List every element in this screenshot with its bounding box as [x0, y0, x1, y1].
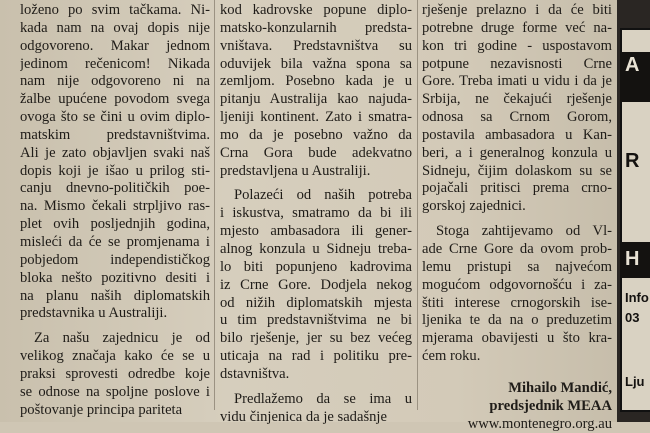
text-line: lo biti popunjeno kadrovima: [220, 258, 412, 275]
ad-fragment: Info: [625, 290, 649, 305]
paragraph: [20, 330, 210, 419]
text-line: pobjedom independističkog: [20, 251, 210, 268]
text-line: oduvijek bila važna spona sa: [220, 55, 412, 72]
paragraph: [220, 187, 412, 383]
text-line: ljeniji kontinent. Zato i smatra-: [220, 109, 412, 126]
text-line: Predlažemo da se ima u: [234, 390, 412, 407]
text-line: pojačali pritisci prema crno-: [422, 180, 612, 197]
article-column-2: [220, 2, 412, 426]
text-line: bilo rješenje, jer su bez većeg: [220, 330, 412, 347]
text-line: gorskoj zajednici.: [422, 198, 526, 215]
text-line: kon tri godine - uspostavom: [422, 37, 612, 54]
text-line: plet ovih posljednjih godina,: [20, 216, 210, 233]
paragraph: [422, 223, 612, 366]
text-line: ljenika te da na o preduzetim: [422, 312, 612, 329]
text-line: Sidneju, čijim dolaskom su se: [422, 162, 612, 179]
text-line: predstavnika u Australiji.: [20, 305, 168, 322]
text-line: Za našu zajednicu je od: [34, 330, 210, 347]
text-line: matsko-konzularnih predsta-: [220, 19, 412, 36]
article-column-3: [422, 2, 612, 433]
text-line: na planu naših diplomatskih: [20, 287, 210, 304]
text-line: predstavljena u Australiji.: [220, 162, 371, 179]
paragraph: [422, 2, 612, 216]
text-line: matskim predstavništvima.: [20, 126, 210, 143]
text-line: ovoga što se čini u ovim diplo-: [20, 109, 210, 126]
signature-title: predsjednik MEAA: [489, 397, 612, 414]
column-divider: [214, 0, 215, 410]
text-line: misleći da će se promjenama i: [20, 233, 210, 250]
text-line: dopis koji je išao u prilog sti-: [20, 162, 210, 179]
website-link[interactable]: www.montenegro.org.au: [467, 415, 612, 432]
text-line: ade Crne Gore da ovom prob-: [422, 240, 612, 257]
text-line: postavila ambasadora u Kan-: [422, 126, 612, 143]
text-line: štiti interese crnogorskih ise-: [422, 294, 612, 311]
text-line: kada nam na ovaj dopis nije: [20, 19, 210, 36]
ad-fragment: Lju: [625, 374, 645, 389]
text-line: loženo po svim tačkama. Ni-: [20, 2, 210, 18]
text-line: Stoga zahtijevamo od Vl-: [436, 223, 612, 240]
text-line: Gore. Treba imati u vidu i da je: [422, 73, 612, 90]
text-line: dstavništva.: [220, 365, 290, 382]
text-line: iz Crne Gore. Dodjela nekog: [220, 276, 412, 293]
text-line: ćem roku.: [422, 348, 481, 365]
text-line: Crna Gora bude adekvatno: [220, 144, 412, 161]
text-line: kod kadrovske popune diplo-: [220, 2, 412, 18]
text-line: bloka nešto pozitivno desiti i: [20, 269, 210, 286]
text-line: velikog značaja kako će se u: [20, 348, 210, 365]
ad-fragment: H: [625, 248, 640, 270]
text-line: Polazeći od naših potreba: [234, 187, 412, 204]
text-line: odgovoreno. Makar jednom: [20, 37, 210, 54]
text-line: Ali je zato objavljen svaki naš: [20, 144, 210, 161]
text-line: nam nije odgovoreno ni na: [20, 73, 210, 90]
side-advertisement: [617, 0, 650, 422]
text-line: Srbija, ne čekajući rješenje: [422, 91, 612, 108]
ad-fragment: 03: [625, 310, 640, 325]
text-line: lemu pristupi sa najvećom: [422, 258, 612, 275]
text-line: od nižih diplomatskih mjesta: [220, 294, 412, 311]
text-line: vidu činjenica da je sadašnje: [220, 408, 387, 425]
signature: [422, 380, 612, 433]
text-line: alnog konzula u Sidneju treba-: [220, 240, 412, 257]
ad-fragment: A: [625, 54, 640, 76]
text-line: odnosa sa Crnom Gorom,: [422, 109, 612, 126]
article-column-1: [20, 2, 210, 419]
text-line: canju dnevno-političkih poe-: [20, 180, 210, 197]
text-line: vništava. Predstavništva su: [220, 37, 412, 54]
paragraph: [220, 391, 412, 427]
ad-fragment: R: [625, 150, 640, 172]
text-line: beri, a i generalnog konzula u: [422, 144, 612, 161]
paragraph: [20, 2, 210, 323]
text-line: žalbe upućene povodom svega: [20, 91, 210, 108]
text-line: na. Mismo čekali strpljivo ras-: [20, 198, 210, 215]
text-line: i iskustva, smatramo da bi ili: [220, 205, 412, 222]
text-line: se odnose na spoljne poslove i: [20, 383, 210, 400]
text-line: u tim predstavništvima ne bi: [220, 312, 412, 329]
text-line: mjesto ambasadora ili gener-: [220, 223, 412, 240]
text-line: zemljom. Posebno kada je u: [220, 73, 412, 90]
signature-name: Mihailo Mandić,: [508, 379, 612, 396]
text-line: jedinom rečenicom! Nikada: [20, 55, 210, 72]
text-line: mogućom odgovornošću i za-: [422, 276, 612, 293]
text-line: potrebne druge forme već na-: [422, 19, 612, 36]
text-line: rješenje prelazno i da će biti: [422, 2, 612, 18]
text-line: praksi sprovesti odredbe koje: [20, 365, 210, 382]
text-line: mjerama obavijesti u što kra-: [422, 330, 612, 347]
column-divider: [417, 0, 418, 410]
text-line: mo da je posebno važno da: [220, 126, 412, 143]
paragraph: [220, 2, 412, 180]
text-line: uticaja na rad i politiku pre-: [220, 348, 412, 365]
text-line: pitanju Australija kao najuda-: [220, 91, 412, 108]
text-line: poštovanje principa pariteta: [20, 401, 183, 418]
text-line: potpune nezavisnosti Crne: [422, 55, 612, 72]
